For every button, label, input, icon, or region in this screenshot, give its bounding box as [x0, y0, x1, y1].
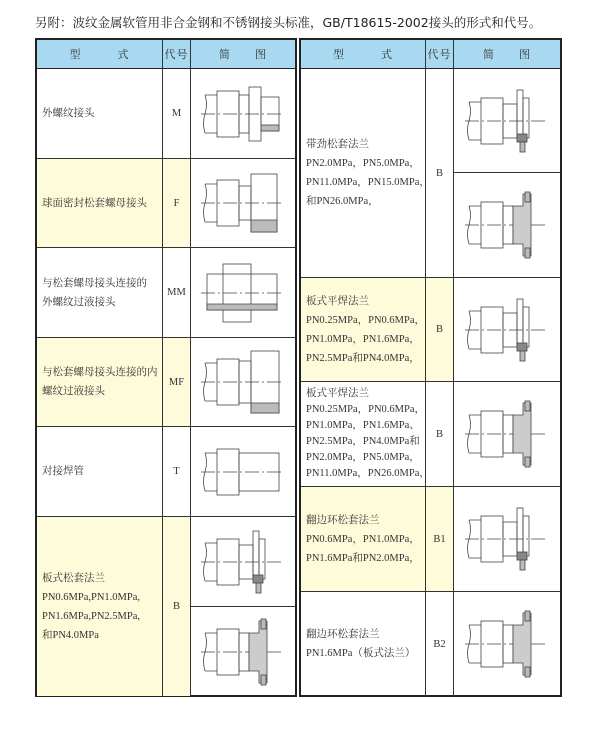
male-thread-fitting-diagram — [191, 69, 295, 159]
type-cell: 外螺纹接头 — [37, 69, 163, 159]
left-header-figure: 简 图 — [191, 40, 295, 69]
right-header-code: 代号 — [426, 40, 454, 69]
code-cell: B — [426, 69, 454, 278]
code-cell: T — [163, 427, 191, 517]
spherical-nut-fitting-diagram — [191, 159, 295, 248]
type-cell: 翻边环松套法兰 PN0.6MPa，PN1.0MPa， PN1.6MPa和PN2.0MPa， — [301, 487, 426, 592]
left-header-type: 型 式 — [37, 40, 163, 69]
flange-b-diagram — [454, 382, 560, 487]
flange-a-diagram — [454, 278, 560, 382]
code-cell: B1 — [426, 487, 454, 592]
female-adapter-diagram — [191, 338, 295, 427]
flange-a-diagram — [191, 517, 295, 607]
code-cell: MF — [163, 338, 191, 427]
flange-b-diagram — [191, 607, 295, 696]
flange-b-diagram — [454, 173, 560, 278]
code-cell: B — [426, 382, 454, 487]
type-cell: 与松套螺母接头连接的 外螺纹过液接头 — [37, 248, 163, 338]
code-cell: F — [163, 159, 191, 248]
type-cell: 翻边环松套法兰 PN1.6MPa（板式法兰） — [301, 592, 426, 696]
type-cell: 板式松套法兰 PN0.6MPa,PN1.0MPa, PN1.6MPa,PN2.5MPa, 和PN4.0MPa — [37, 517, 163, 696]
right-header-type: 型 式 — [301, 40, 426, 69]
flange-a-diagram — [454, 69, 560, 173]
flange-b-diagram — [454, 592, 560, 696]
right-table — [299, 38, 562, 697]
type-cell: 对接焊管 — [37, 427, 163, 517]
flange-a-diagram — [454, 487, 560, 592]
code-cell: MM — [163, 248, 191, 338]
code-cell: M — [163, 69, 191, 159]
page-title: 另附：波纹金属软管用非合金钢和不锈钢接头标准，GB/T18615-2002接头的形式和代号。 — [35, 15, 542, 30]
left-table — [35, 38, 297, 697]
type-cell: 与松套螺母接头连接的内 螺纹过液接头 — [37, 338, 163, 427]
code-cell: B — [163, 517, 191, 696]
type-cell: 板式平焊法兰 PN0.25MPa，PN0.6MPa， PN1.0MPa，PN1.6MPa， PN2.5MPa和PN4.0MPa， — [301, 278, 426, 382]
type-cell: 带劲松套法兰 PN2.0MPa，PN5.0MPa， PN11.0MPa，PN15.0MPa， 和PN26.0MPa， — [301, 69, 426, 278]
male-adapter-diagram — [191, 248, 295, 338]
type-cell: 球面密封松套螺母接头 — [37, 159, 163, 248]
right-header-figure: 简 图 — [454, 40, 560, 69]
code-cell: B — [426, 278, 454, 382]
type-cell: 板式平焊法兰 PN0.25MPa，PN0.6MPa， PN1.0MPa，PN1.6MPa、 PN2.5MPa，PN4.0MPa和 PN2.0MPa，PN5.0MPa， PN11.0MPa，PN26.0MPa， — [301, 382, 426, 487]
left-header-code: 代号 — [163, 40, 191, 69]
butt-weld-pipe-diagram — [191, 427, 295, 517]
code-cell: B2 — [426, 592, 454, 696]
